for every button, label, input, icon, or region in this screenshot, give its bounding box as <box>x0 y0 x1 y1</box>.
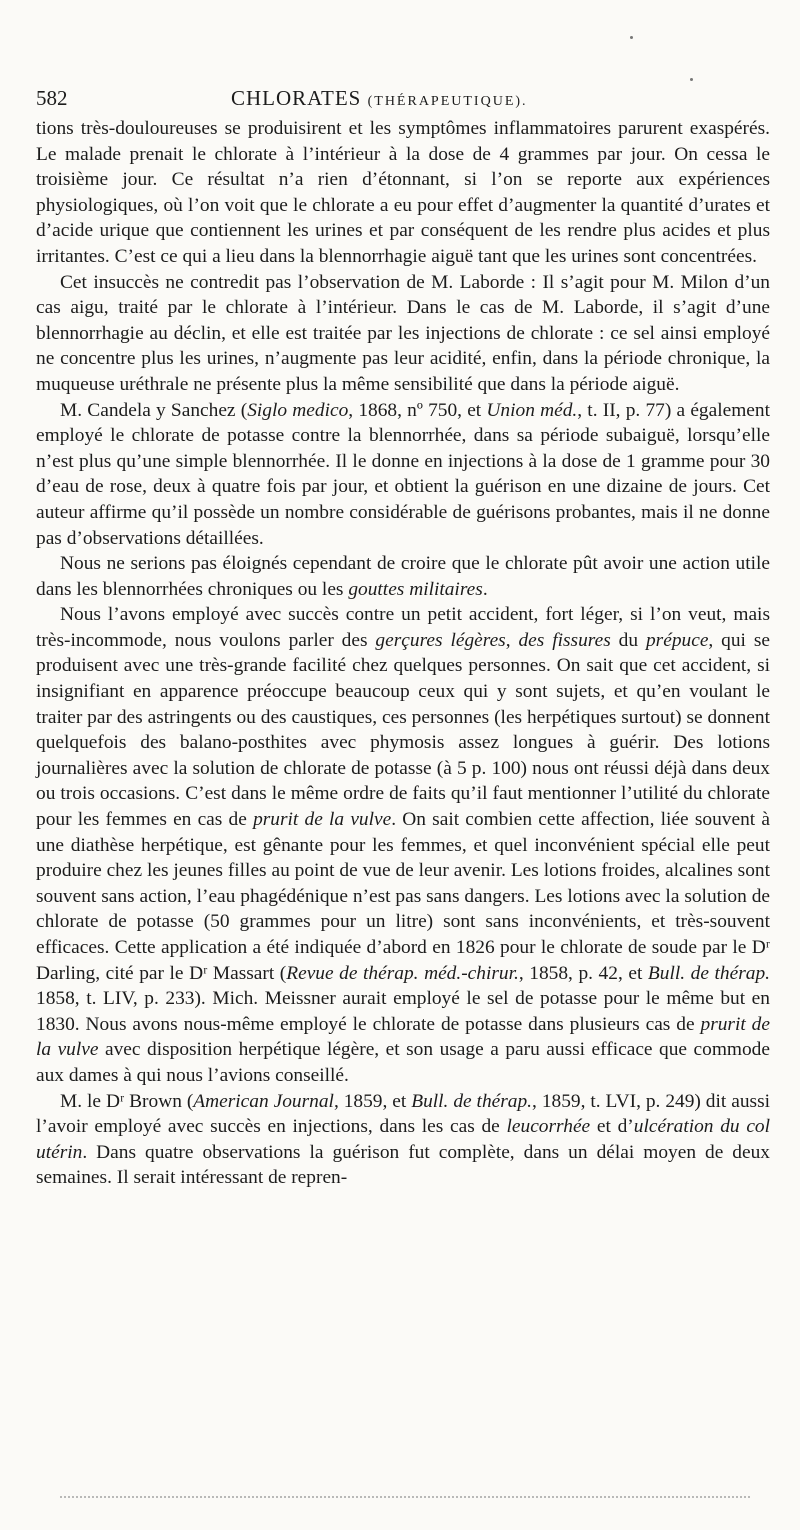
page-number: 582 <box>36 86 68 110</box>
running-title-main: CHLORATES <box>231 86 362 110</box>
paragraph-3: M. Candela y Sanchez (Siglo medico, 1868, nº 750, et Union méd., t. II, p. 77) a également employé le chlorate de potasse contre la blennorrhée, dans sa période subaiguë, lorsqu’elle n’est plus qu’une simple blennorrhée. Il le donne en injections à la dose de 1 gramme pour 30 d’eau de rose, deux à quatre fois par jour, et obtient la guérison en une dizaine de jours. Cet auteur affirme qu’il possède un nombre considérable de guérisons probantes, mais il ne donne pas d’observations détaillées. <box>36 399 770 549</box>
body-text <box>36 116 770 1191</box>
running-header <box>36 80 770 116</box>
scan-speck <box>690 78 693 81</box>
paragraph-5: Nous l’avons employé avec succès contre un petit accident, fort léger, si l’on veut, mais très-incommode, nous voulons parler des gerçures légères, des fissures du prépuce, qui se produisent avec une très-grande facilité chez quelques personnes. On sait que cet accident, si insignifiant en apparence préoccupe beaucoup ceux qui y sont sujets, et qu’en voulant le traiter par des astringents ou des caustiques, ces personnes (les herpétiques surtout) se donnent quelquefois des balano-posthites avec phymosis assez longues à guérir. Des lotions journalières avec la solution de chlorate de potasse (à 5 p. 100) nous ont réussi déjà dans deux ou trois occasions. C’est dans le même ordre de faits qu’il faut mentionner l’utilité du chlorate pour les femmes en cas de prurit de la vulve. On sait combien cette affection, liée souvent à une diathèse herpétique, est gênante pour les femmes, et quel inconvénient spécial elle peut produire chez les jeunes filles au point de vue de leur avenir. Les lotions froides, alcalines sont souvent sans action, l’eau phagédénique n’est pas sans dangers. Les lotions avec la solution de chlorate de potasse (50 grammes pour un litre) sont sans inconvénients, et très-souvent efficaces. Cette application a été indiquée d’abord en 1826 pour le chlorate de soude par le Dʳ Darling, cité par le Dʳ Massart (Revue de thérap. méd.-chirur., 1858, p. 42, et Bull. de thérap. 1858, t. LIV, p. 233). Mich. Meissner aurait employé le sel de potasse pour le même but en 1830. Nous avons nous-même employé le chlorate de potasse dans plusieurs cas de prurit de la vulve avec disposition herpétique légère, et son usage a paru aussi efficace que commode aux dames à qui nous l’avions conseillé. <box>36 604 770 1086</box>
paragraph-6: M. le Dʳ Brown (American Journal, 1859, et Bull. de thérap., 1859, t. LVI, p. 249) dit aussi l’avoir employé avec succès en injections, dans les cas de leucorrhée et d’ulcération du col utérin. Dans quatre observations la guérison fut complète, dans un délai moyen de deux semaines. Il serait intéressant de repren- <box>36 1090 771 1189</box>
scan-speck <box>630 36 633 39</box>
paragraph-4: Nous ne serions pas éloignés cependant de croire que le chlorate pût avoir une action utile dans les blennorrhées chroniques ou les gouttes militaires. <box>36 553 770 600</box>
running-title <box>231 86 528 111</box>
paragraph-2: Cet insuccès ne contredit pas l’observation de M. Laborde : Il s’agit pour M. Milon d’un cas aigu, traité par le chlorate à l’intérieur. Dans le cas de M. Laborde, il s’agit d’une blennorrhagie au déclin, et elle est traitée par les injections de chlorate : ce sel ainsi employé ne concentre plus les urines, n’augmente pas leur acidité, enfin, dans la période chronique, la muqueuse uréthrale ne présente plus la même sensibilité que dans la période aiguë. <box>36 271 770 395</box>
paragraph-1: tions très-douloureuses se produisirent et les symptômes inflammatoires parurent exaspérés. Le malade prenait le chlorate à l’intérieur à la dose de 4 grammes par jour. On cessa le troisième jour. Ce résultat n’a rien d’étonnant, si l’on se reporte aux expériences physiologiques, où l’on voit que le chlorate a eu pour effet d’augmenter la quantité d’urates et d’acide urique que contiennent les urines et par conséquent de les rendre plus acides et plus irritantes. C’est ce qui a lieu dans la blennorrhagie aiguë tant que les urines sont concentrées. <box>36 118 770 267</box>
running-title-sub: (THÉRAPEUTIQUE). <box>367 94 528 109</box>
scan-noise-line <box>60 1496 750 1498</box>
book-page <box>36 80 770 1191</box>
